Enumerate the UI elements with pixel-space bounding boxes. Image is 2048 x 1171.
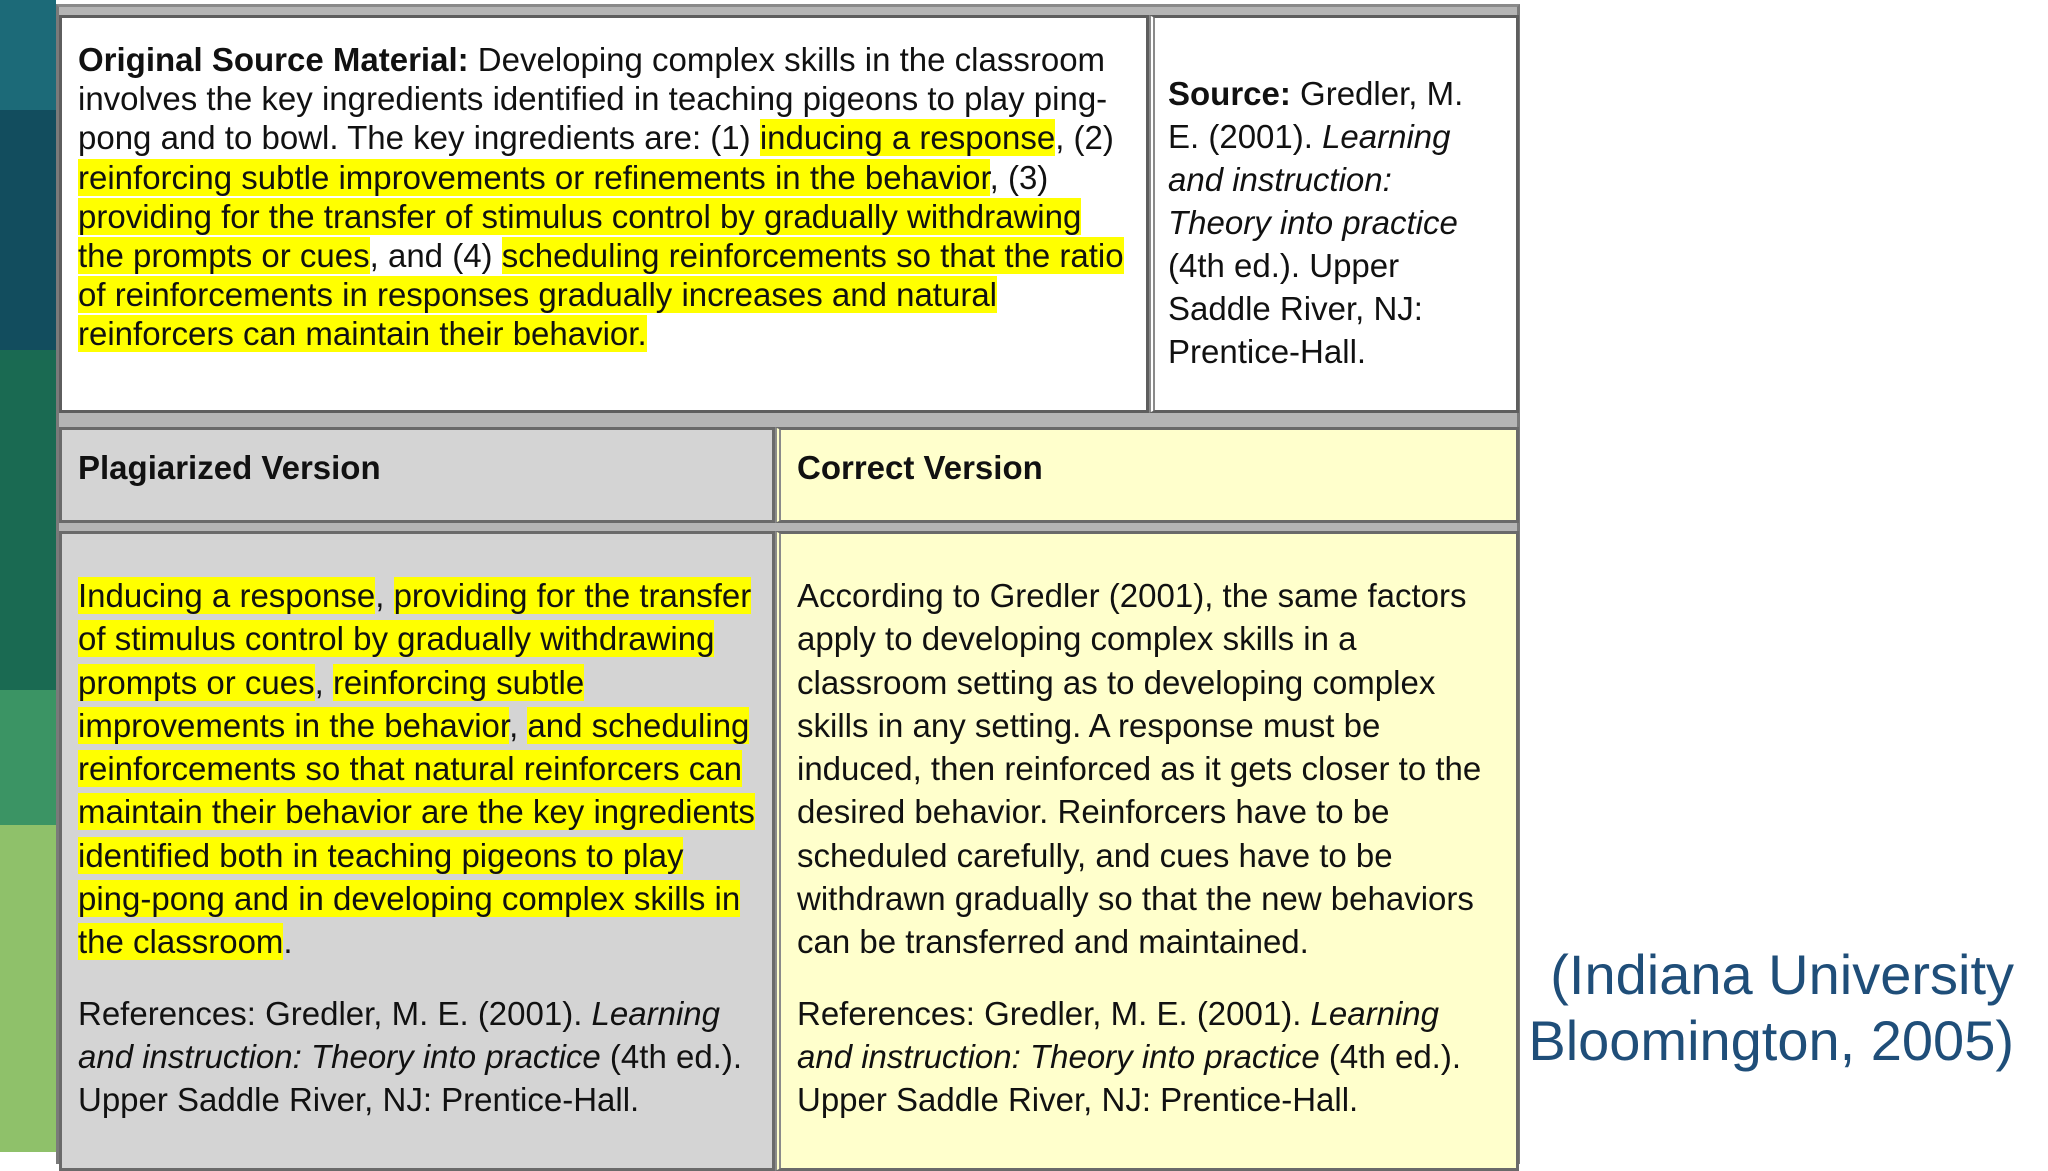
correct-references [797, 992, 1500, 1122]
correct-version-cell [775, 531, 1519, 1171]
original-source-cell [59, 15, 1149, 413]
plagiarized-text-4: . [283, 923, 293, 961]
original-source-text [78, 40, 1130, 354]
references-title: Learning and instruction: Theory into practice [797, 994, 1439, 1075]
plagiarized-header: Plagiarized Version [78, 449, 381, 486]
plagiarized-highlight-4: and scheduling reinforcements so that natural reinforcers can maintain their behavior are the key ingredients identified both in teaching pigeons to play ping-pong and in developing complex skills in the classroom [78, 706, 755, 961]
source-citation-cell [1149, 15, 1519, 413]
source-publisher: (4th ed.). Upper Saddle River, NJ: Prentice-Hall. [1168, 247, 1423, 370]
plagiarized-highlight-1: Inducing a response [78, 577, 376, 614]
original-text-2: , (2) [1055, 119, 1114, 157]
plagiarized-text-1: , [375, 577, 394, 614]
references-prefix: References: Gredler, M. E. (2001). [797, 994, 1311, 1032]
plagiarized-text [78, 574, 756, 964]
plagiarized-text-2: , [314, 663, 333, 701]
references-suffix: (4th ed.). Upper Saddle River, NJ: Prentice-Hall. [78, 1037, 742, 1119]
original-highlight-2: reinforcing subtle improvements or refinements in the behavior [78, 158, 990, 196]
original-source-label: Original Source Material: [78, 41, 469, 78]
correct-header: Correct Version [797, 449, 1043, 486]
original-highlight-1: inducing a response [759, 119, 1056, 157]
correct-header-cell [775, 427, 1519, 523]
source-citation [1168, 72, 1498, 373]
correct-text: According to Gredler (2001), the same factors apply to developing complex skills in a classroom setting as to developing complex skills in any setting. A response must be induced, then reinforced as it gets closer to the desired behavior. Reinforcers have to be scheduled carefully, and cues have to be withdrawn gradually so that the new behaviors can be transferred and maintained. [797, 577, 1482, 961]
plagiarized-header-cell [59, 427, 775, 523]
attribution-credit: (Indiana University Bloomington, 2005) [1528, 943, 2014, 1072]
decorative-stripe-3 [0, 350, 56, 690]
original-text-3: , (3) [989, 158, 1049, 196]
decorative-stripe-1 [0, 0, 56, 110]
source-title: Learning and instruction: Theory into practice [1168, 118, 1458, 241]
decorative-stripe-2 [0, 110, 56, 350]
source-label: Source: [1168, 75, 1291, 112]
plagiarized-highlight-3: reinforcing subtle improvements in the behavior [78, 663, 585, 744]
decorative-stripe-5 [0, 825, 56, 1152]
plagiarized-highlight-2: providing for the transfer of stimulus control by gradually withdrawing prompts or cues [78, 577, 752, 701]
decorative-stripe-4 [0, 690, 56, 825]
original-text-4: , and (4) [369, 237, 502, 275]
source-author: Gredler, M. E. (2001). [1168, 75, 1464, 155]
plagiarized-version-cell [59, 531, 775, 1171]
references-title: Learning and instruction: Theory into practice [78, 994, 720, 1075]
comparison-table [56, 4, 1520, 1164]
plagiarized-references [78, 992, 756, 1122]
original-highlight-3: providing for the transfer of stimulus control by gradually withdrawing the prompts or cues [78, 197, 1082, 275]
original-highlight-4: scheduling reinforcements so that the ratio of reinforcements in responses gradually increases and natural reinforcers can maintain their behavior. [78, 237, 1124, 353]
plagiarized-text-3: , [509, 706, 528, 744]
original-text-1: Developing complex skills in the classroom involves the key ingredients identified in teaching pigeons to play ping-pong and to bowl. The key ingredients are: (1) [78, 41, 1108, 157]
references-suffix: (4th ed.). Upper Saddle River, NJ: Prentice-Hall. [797, 1037, 1461, 1119]
references-prefix: References: Gredler, M. E. (2001). [78, 994, 592, 1032]
